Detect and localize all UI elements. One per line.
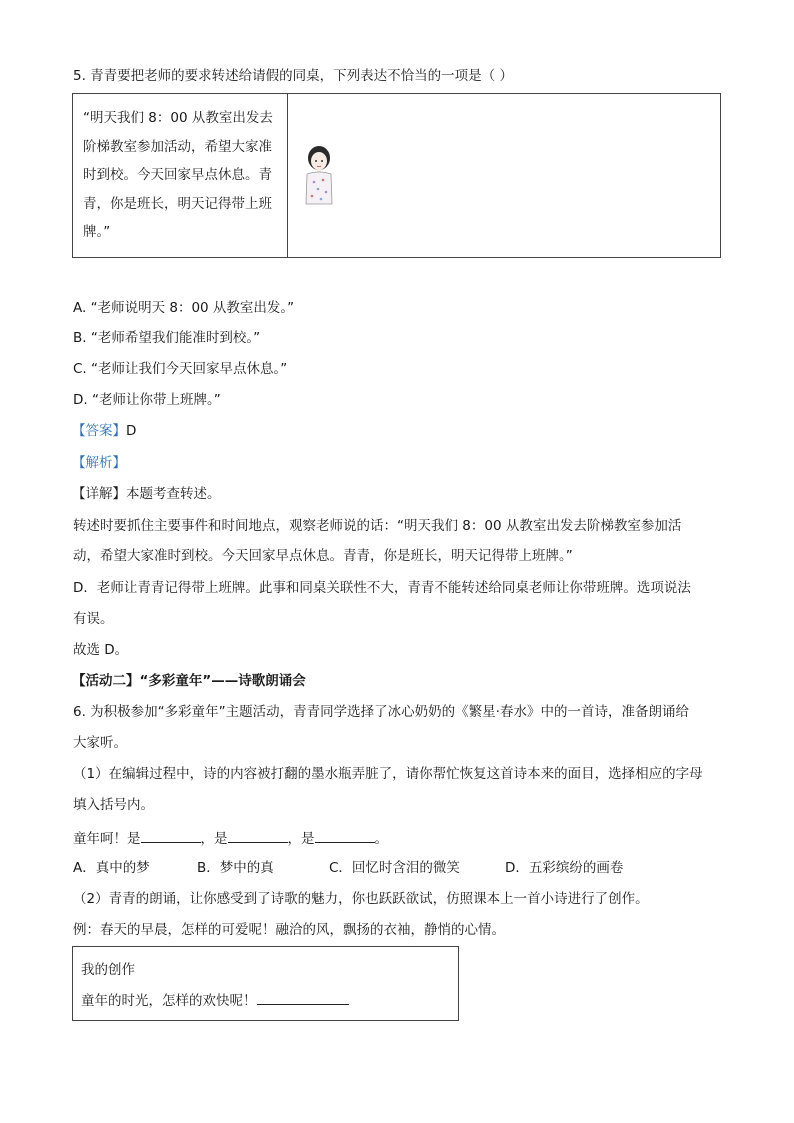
answer-blank-3[interactable] [315, 828, 375, 843]
girl-illustration-icon [299, 142, 339, 212]
fill-blank-line [73, 828, 388, 848]
detail-text: 动，希望大家准时到校。今天回家早点休息。青青，你是班长，明天记得带上班牌。” [73, 548, 573, 564]
q6-part1: 填入括号内。 [73, 797, 154, 813]
choice-b: B．梦中的真 [197, 860, 274, 876]
q6-part2: （2）青青的朗诵，让你感受到了诗歌的魅力，你也跃跃欲试，仿照课本上一首小诗进行了创作。 [73, 891, 649, 907]
fill-sep: ，是 [200, 831, 228, 847]
option-b: B. “老师希望我们能准时到校。” [73, 330, 261, 346]
answer-label: 【答案】 [72, 423, 126, 439]
q5-stem: 5. 青青要把老师的要求转述给请假的同桌，下列表达不恰当的一项是（ ） [73, 68, 513, 84]
teacher-quote [83, 104, 283, 247]
fill-sep: ，是 [287, 831, 315, 847]
example-line: 例：春天的早晨，怎样的可爱呢！融洽的风，飘扬的衣袖，静悄的心情。 [73, 922, 505, 938]
detail-text: 转述时要抓住主要事件和时间地点，观察老师说的话：“明天我们 8：00 从教室出发去阶梯教室参加活 [73, 518, 682, 534]
quote-line: 青，你是班长，明天记得带上班 [83, 195, 272, 212]
quote-line: 阶梯教室参加活动，希望大家准 [83, 138, 272, 155]
answer-blank-1[interactable] [141, 828, 201, 843]
option-a: A. “老师说明天 8：00 从教室出发。” [73, 300, 295, 316]
option-c: C. “老师让我们今天回家早点休息。” [73, 361, 288, 377]
creation-prompt: 童年的时光，怎样的欢快呢！ [81, 993, 257, 1009]
detail-text: 有误。 [73, 611, 114, 627]
choices-line [73, 859, 623, 877]
answer-line [72, 422, 136, 440]
detail-text: D．老师让青青记得带上班牌。此事和同桌关联性不大，青青不能转述给同桌老师让你带班牌。选项说法 [73, 580, 691, 596]
fill-end: 。 [374, 831, 388, 847]
detail-intro: 本题考查转述。 [126, 486, 221, 502]
detail-text: 故选 D。 [73, 642, 129, 658]
quote-line: 牌。” [83, 224, 111, 240]
q6-stem: 大家听。 [73, 735, 127, 751]
analysis-label: 【解析】 [72, 455, 126, 471]
table-divider [287, 94, 288, 257]
choice-c: C．回忆时含泪的微笑 [329, 860, 460, 876]
choice-a: A．真中的梦 [73, 860, 150, 876]
q6-stem: 6. 为积极参加“多彩童年”主题活动，青青同学选择了冰心奶奶的《繁星·春水》中的一首诗，准备朗诵给 [73, 704, 689, 720]
quote-table [72, 93, 721, 258]
answer-value: D [126, 423, 137, 439]
activity2-title: 【活动二】“多彩童年”——诗歌朗诵会 [72, 673, 306, 689]
quote-line: “明天我们 8：00 从教室出发去 [83, 110, 273, 126]
creation-box [72, 946, 459, 1021]
quote-line: 时到校。今天回家早点休息。青 [83, 167, 272, 183]
creation-line [81, 990, 349, 1010]
fill-prefix: 童年呵！是 [73, 831, 141, 847]
creation-title: 我的创作 [81, 962, 135, 978]
creation-blank[interactable] [257, 990, 349, 1005]
detail-label: 【详解】 [72, 486, 126, 502]
choice-d: D．五彩缤纷的画卷 [505, 860, 624, 876]
detail-line [72, 485, 221, 503]
option-d: D. “老师让你带上班牌。” [73, 392, 221, 408]
q6-part1: （1）在编辑过程中，诗的内容被打翻的墨水瓶弄脏了，请你帮忙恢复这首诗本来的面目，选择相应的字母 [73, 766, 703, 782]
answer-blank-2[interactable] [228, 828, 288, 843]
